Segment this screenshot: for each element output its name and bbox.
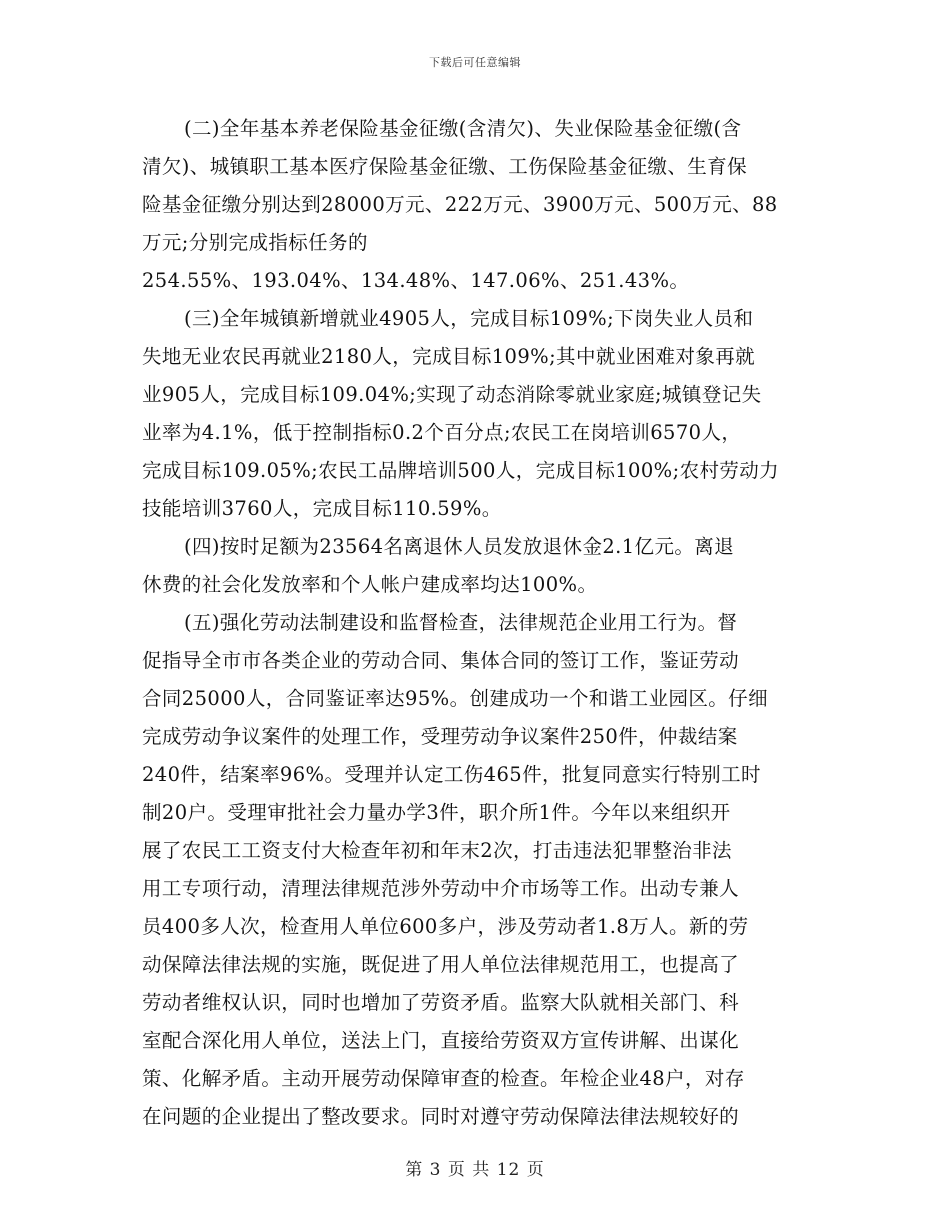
- text-line: 业905人，完成目标109.04%;实现了动态消除零就业家庭;城镇登记失: [142, 383, 762, 406]
- text-line: 在问题的企业提出了整改要求。同时对遵守劳动保障法律法规较好的: [142, 1105, 740, 1128]
- text-line: 促指导全市市各类企业的劳动合同、集体合同的签订工作，鉴证劳动: [142, 649, 740, 672]
- text-line: 休费的社会化发放率和个人帐户建成率均达100%。: [142, 573, 598, 596]
- page-header: 下载后可任意编辑: [429, 56, 521, 69]
- text-line: 室配合深化用人单位，送法上门，直接给劳资双方宣传讲解、出谋化: [142, 1029, 740, 1052]
- text-line: 策、化解矛盾。主动开展劳动保障审查的检查。年检企业48户，对存: [142, 1067, 745, 1090]
- paragraph-first-line: (五)强化劳动法制建设和监督检查，法律规范企业用工行为。督: [184, 611, 738, 634]
- text-line: 制20户。受理审批社会力量办学3件，职介所1件。今年以来组织开: [142, 801, 731, 824]
- text-line: 失地无业农民再就业2180人，完成目标109%;其中就业困难对象再就: [142, 345, 756, 368]
- text-line: 清欠)、城镇职工基本医疗保险基金征缴、工伤保险基金征缴、生育保: [142, 155, 748, 178]
- paragraph-first-line: (三)全年城镇新增就业4905人，完成目标109%;下岗失业人员和: [184, 307, 754, 330]
- text-line: 合同25000人，合同鉴证率达95%。创建成功一个和谐工业园区。仔细: [142, 687, 768, 710]
- paragraph-first-line: (二)全年基本养老保险基金征缴(含清欠)、失业保险基金征缴(含: [184, 117, 742, 140]
- text-line: 用工专项行动，清理法律规范涉外劳动中介市场等工作。出动专兼人: [142, 877, 740, 900]
- text-line: 劳动者维权认识，同时也增加了劳资矛盾。监察大队就相关部门、科: [142, 991, 740, 1014]
- document-body: [142, 110, 812, 1136]
- text-line: 技能培训3760人，完成目标110.59%。: [142, 497, 502, 520]
- text-line: 254.55%、193.04%、134.48%、147.06%、251.43%。: [142, 269, 690, 292]
- text-line: 240件，结案率96%。受理并认定工伤465件，批复同意实行特别工时: [142, 763, 761, 786]
- text-line: 展了农民工工资支付大检查年初和年末2次，打击违法犯罪整治非法: [142, 839, 732, 862]
- page-number: 第 3 页 共 12 页: [405, 1160, 545, 1180]
- text-line: 完成劳动争议案件的处理工作，受理劳动争议案件250件，仲裁结案: [142, 725, 738, 748]
- text-line: 业率为4.1%，低于控制指标0.2个百分点;农民工在岗培训6570人，: [142, 421, 742, 444]
- text-line: 员400多人次，检查用人单位600多户，涉及劳动者1.8万人。新的劳: [142, 915, 749, 938]
- text-line: 万元;分别完成指标任务的: [142, 231, 368, 254]
- text-line: 动保障法律法规的实施，既促进了用人单位法律规范用工，也提高了: [142, 953, 740, 976]
- text-line: 险基金征缴分别达到28000万元、222万元、3900万元、500万元、88: [142, 193, 778, 216]
- text-line: 完成目标109.05%;农民工品牌培训500人，完成目标100%;农村劳动力: [142, 459, 780, 482]
- paragraph-first-line: (四)按时足额为23564名离退休人员发放退休金2.1亿元。离退: [184, 535, 735, 558]
